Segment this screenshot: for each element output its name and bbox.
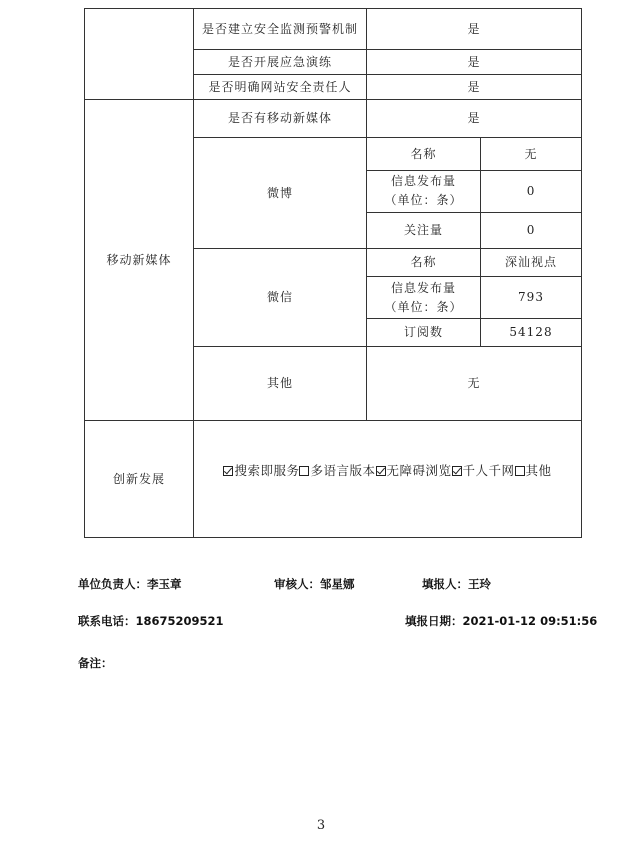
checkbox-unchecked-icon [299, 466, 309, 476]
wechat-name-label: 名称 [367, 248, 481, 276]
weibo-posts-label-line1: 信息发布量 [390, 174, 456, 189]
responsible-person-label: 是否明确网站安全责任人 [194, 75, 367, 100]
wechat-posts-value: 793 [481, 276, 582, 318]
report-table [84, 8, 582, 538]
wechat-posts-label-line2: （单位：条） [384, 299, 463, 314]
wechat-label: 微信 [194, 248, 367, 346]
page-number: 3 [316, 818, 326, 833]
reviewer: 审核人：邹星娜 [274, 577, 355, 591]
checkbox-checked-icon [223, 466, 233, 476]
weibo-followers-value: 0 [481, 212, 582, 248]
safety-monitoring-value: 是 [367, 9, 582, 50]
checkbox-checked-icon [376, 466, 386, 476]
blank-section-cell [85, 9, 194, 100]
filler: 填报人：王玲 [422, 577, 491, 591]
weibo-posts-label-line2: （单位：条） [384, 193, 463, 208]
option-other[interactable]: 其他 [515, 463, 552, 478]
mobile-media-section: 移动新媒体 [85, 100, 194, 421]
innovation-options [194, 421, 582, 538]
fill-date: 填报日期：2021-01-12 09:51:56 [405, 614, 598, 628]
contact-phone: 联系电话：18675209521 [78, 614, 224, 628]
has-mobile-media-label: 是否有移动新媒体 [194, 100, 367, 138]
safety-monitoring-label: 是否建立安全监测预警机制 [194, 9, 367, 50]
option-personalized-web[interactable]: 千人千网 [452, 463, 515, 478]
weibo-posts-value: 0 [481, 170, 582, 212]
weibo-name-label: 名称 [367, 138, 481, 170]
wechat-subscribers-label: 订阅数 [367, 319, 481, 347]
weibo-followers-label: 关注量 [367, 212, 481, 248]
weibo-posts-label [367, 170, 481, 212]
emergency-drill-value: 是 [367, 50, 582, 75]
weibo-label: 微博 [194, 138, 367, 248]
other-label: 其他 [194, 347, 367, 421]
checkbox-checked-icon [452, 466, 462, 476]
option-search-service[interactable]: 搜索即服务 [223, 463, 299, 478]
wechat-name-value: 深汕视点 [481, 248, 582, 276]
responsible-person-value: 是 [367, 75, 582, 100]
wechat-posts-label-line1: 信息发布量 [390, 280, 456, 295]
option-multilingual[interactable]: 多语言版本 [299, 463, 375, 478]
option-accessibility[interactable]: 无障碍浏览 [376, 463, 452, 478]
innovation-label: 创新发展 [85, 421, 194, 538]
emergency-drill-label: 是否开展应急演练 [194, 50, 367, 75]
weibo-name-value: 无 [481, 138, 582, 170]
checkbox-unchecked-icon [515, 466, 525, 476]
has-mobile-media-value: 是 [367, 100, 582, 138]
unit-head: 单位负责人：李玉章 [78, 577, 182, 591]
other-value: 无 [367, 347, 582, 421]
wechat-posts-label [367, 276, 481, 318]
wechat-subscribers-value: 54128 [481, 319, 582, 347]
remarks-label: 备注： [78, 656, 113, 670]
